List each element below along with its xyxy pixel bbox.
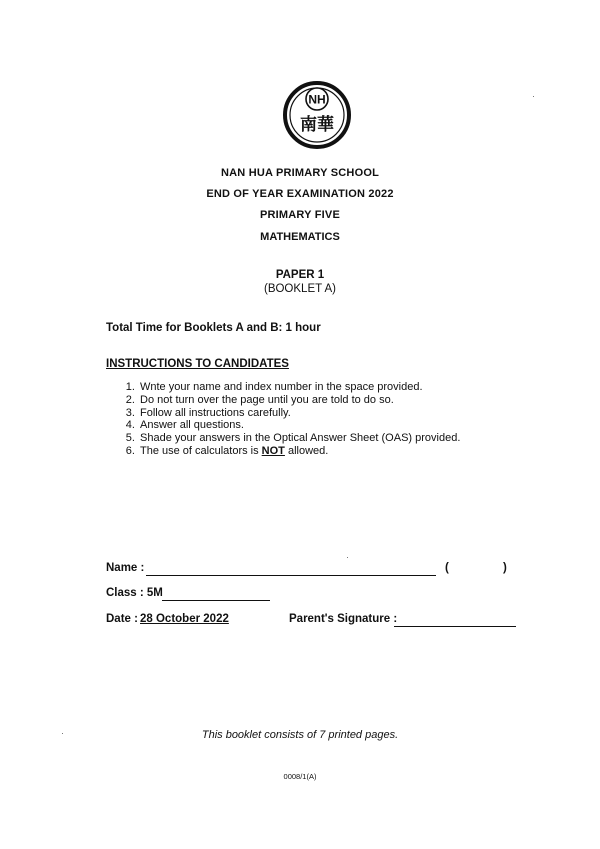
name-label: Name : [106, 562, 145, 574]
paper-number: PAPER 1 [275, 269, 325, 281]
instruction-text: The use of calculators is [140, 444, 262, 457]
exam-title: END OF YEAR EXAMINATION 2022 [206, 188, 394, 200]
instruction-text: allowed. [284, 444, 329, 457]
date-label: Date : [106, 613, 138, 625]
instruction-item: 5. Shade your answers in the Optical Answer Sheet (OAS) provided. [138, 432, 558, 445]
instruction-item: 4. Answer all questions. [138, 419, 558, 432]
index-open-bracket: ( [445, 562, 449, 574]
booklet-label: (BOOKLET A) [263, 283, 336, 295]
instruction-emphasis: NOT [261, 444, 285, 457]
date-value: 28 October 2022 [140, 613, 229, 625]
school-logo [282, 80, 352, 150]
signature-label: Parent's Signature : [289, 613, 398, 625]
name-input-line[interactable] [146, 575, 436, 576]
instruction-item: 1. Wnte your name and index number in the space provided. [138, 381, 558, 394]
speck [533, 96, 534, 97]
index-close-bracket: ) [503, 562, 507, 574]
instruction-item [138, 445, 558, 458]
level: PRIMARY FIVE [259, 209, 341, 221]
instructions-list [116, 381, 558, 458]
class-input-line[interactable] [162, 600, 270, 601]
signature-input-line[interactable] [394, 626, 516, 627]
paper-code: 0008/1(A) [283, 772, 317, 781]
total-time: Total Time for Booklets A and B: 1 hour [106, 322, 321, 334]
instruction-item: 3. Follow all instructions carefully. [138, 407, 558, 420]
pages-note: This booklet consists of 7 printed pages. [201, 729, 399, 741]
subject: MATHEMATICS [260, 231, 340, 243]
speck [347, 557, 348, 558]
school-name: NAN HUA PRIMARY SCHOOL [221, 167, 379, 179]
logo-chinese: 南華 [300, 115, 334, 135]
logo-monogram: NH [308, 92, 326, 107]
class-label: Class : 5M [106, 587, 163, 599]
instruction-item: 2. Do not turn over the page until you are told to do so. [138, 394, 558, 407]
index-number-space[interactable] [455, 575, 499, 576]
instructions-heading: INSTRUCTIONS TO CANDIDATES [106, 358, 289, 370]
